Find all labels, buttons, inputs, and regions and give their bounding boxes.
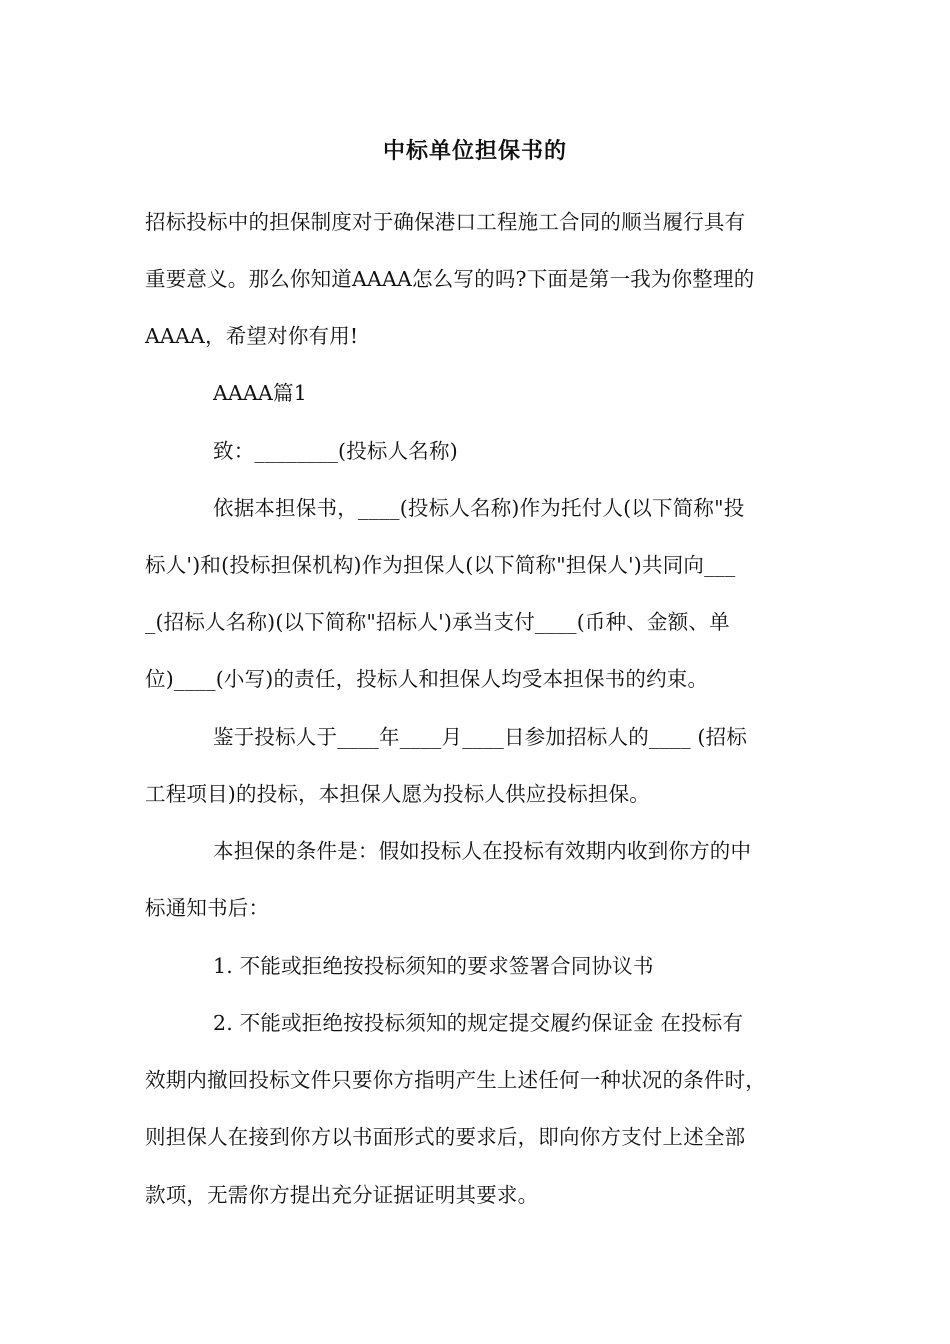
body-line-12: 本担保的条件是：假如投标人在投标有效期内收到你方的中 bbox=[213, 839, 752, 863]
document-title: 中标单位担保书的 bbox=[382, 138, 567, 164]
list-item-1: 1. 不能或拒绝按投标须知的要求签署合同协议书 bbox=[213, 954, 654, 978]
list-item-2: 2. 不能或拒绝按投标须知的规定提交履约保证金 在投标有 bbox=[213, 1011, 744, 1035]
body-line-10: 鉴于投标人于____年____月____日参加招标人的____ (招标 bbox=[213, 725, 748, 749]
body-line-17: 则担保人在接到你方以书面形式的要求后，即向你方支付上述全部 bbox=[145, 1125, 746, 1149]
body-line-2: 重要意义。那么你知道AAAA怎么写的吗?下面是第一我为你整理的 bbox=[145, 267, 755, 291]
body-line-6: 依据本担保书，____(投标人名称)作为托付人(以下简称"投 bbox=[213, 496, 745, 520]
body-line-11: 工程项目)的投标，本担保人愿为投标人供应投标担保。 bbox=[145, 782, 650, 806]
body-line-8: _(招标人名称)(以下简称"招标人')承当支付____(币种、金额、单 bbox=[145, 610, 730, 634]
body-line-18: 款项，无需你方提出充分证据证明其要求。 bbox=[145, 1183, 539, 1207]
recipient-line: 致：________(投标人名称) bbox=[213, 439, 458, 463]
body-line-9: 位)____(小写)的责任，投标人和担保人均受本担保书的约束。 bbox=[145, 667, 709, 691]
body-line-16: 效期内撤回投标文件只要你方指明产生上述任何一种状况的条件时， bbox=[145, 1068, 766, 1092]
body-line-7: 标人')和(投标担保机构)作为担保人(以下简称"担保人')共同向___ bbox=[145, 553, 736, 577]
body-line-3: AAAA，希望对你有用! bbox=[145, 324, 359, 348]
section-heading: AAAA篇1 bbox=[213, 381, 307, 405]
body-line-13: 标通知书后： bbox=[145, 896, 270, 920]
body-line-1: 招标投标中的担保制度对于确保港口工程施工合同的顺当履行具有 bbox=[145, 210, 746, 234]
